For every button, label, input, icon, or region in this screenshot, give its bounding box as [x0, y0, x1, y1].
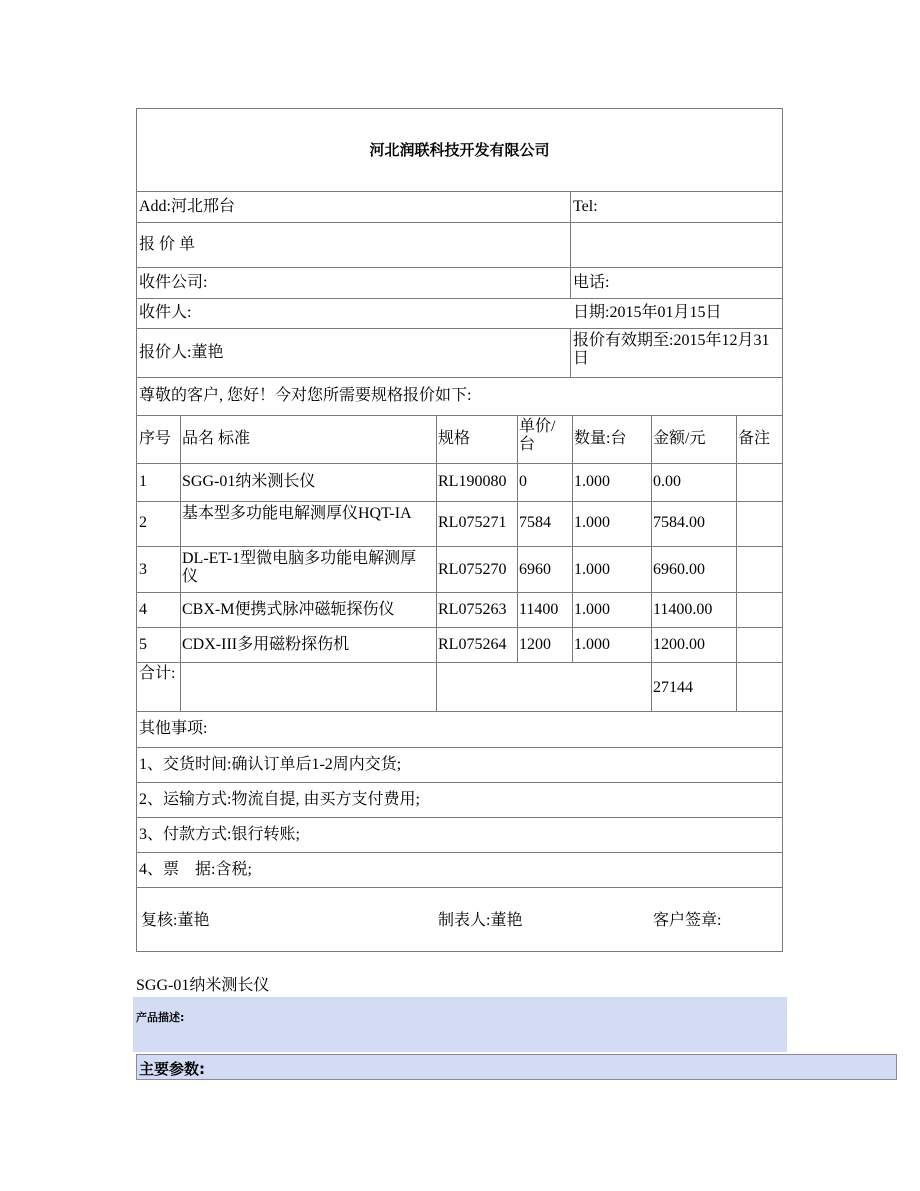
company-name: 河北润联科技开发有限公司 [369, 141, 550, 159]
col-header-price: 单价/台 [519, 418, 556, 453]
quote-date: 日期:2015年01月15日 [573, 304, 722, 321]
col-header-note: 备注 [738, 430, 771, 447]
table-row-2-price: 7584 [519, 514, 551, 531]
table-row-3-spec: RL075270 [438, 561, 507, 578]
company-address: Add:河北邢台 [139, 198, 236, 215]
table-row-2-spec: RL075271 [438, 514, 507, 531]
product-description-panel [133, 997, 787, 1052]
table-row-4-spec: RL075263 [438, 601, 507, 618]
product-name: SGG-01纳米测长仪 [136, 977, 270, 994]
table-row-3-qty: 1.000 [574, 561, 610, 578]
term-invoice: 4、票 据:含税; [139, 861, 252, 878]
quoter: 报价人:董艳 [139, 344, 224, 361]
term-payment: 3、付款方式:银行转账; [139, 826, 300, 843]
table-row-3-amount: 6960.00 [653, 561, 705, 578]
table-row-1-no: 1 [139, 473, 147, 490]
table-row-5-qty: 1.000 [574, 636, 610, 653]
total-amount: 27144 [653, 679, 693, 696]
col-header-no: 序号 [139, 430, 172, 447]
col-header-spec: 规格 [438, 430, 471, 447]
table-row-4-name: CBX-M便携式脉冲磁轭探伤仪 [182, 601, 395, 618]
customer-signature: 客户签章: [653, 912, 722, 929]
valid-until: 报价有效期至:2015年12月31日 [573, 332, 770, 367]
term-delivery: 1、交货时间:确认订单后1-2周内交货; [139, 756, 402, 773]
table-row-1-name: SGG-01纳米测长仪 [182, 473, 316, 490]
col-header-amount: 金额/元 [653, 430, 706, 447]
table-row-4-qty: 1.000 [574, 601, 610, 618]
table-row-5-price: 1200 [519, 636, 551, 653]
table-row-4-no: 4 [139, 601, 147, 618]
table-row-2-name: 基本型多功能电解测厚仪HQT-IA [182, 505, 412, 522]
table-row-5-name: CDX-III多用磁粉探伤机 [182, 636, 350, 653]
table-row-4-amount: 11400.00 [653, 601, 713, 618]
total-label: 合计: [139, 665, 176, 682]
table-row-2-qty: 1.000 [574, 514, 610, 531]
term-shipping: 2、运输方式:物流自提, 由买方支付费用; [139, 791, 420, 808]
table-row-3-no: 3 [139, 561, 147, 578]
table-row-5-amount: 1200.00 [653, 636, 705, 653]
company-tel: Tel: [573, 198, 598, 215]
table-row-1-price: 0 [519, 473, 527, 490]
table-row-2-amount: 7584.00 [653, 514, 705, 531]
col-header-qty: 数量:台 [574, 430, 627, 447]
greeting: 尊敬的客户, 您好！今对您所需要规格报价如下: [139, 387, 472, 404]
table-row-5-no: 5 [139, 636, 147, 653]
main-params-label: 主要参数: [139, 1060, 205, 1078]
table-row-3-price: 6960 [519, 561, 551, 578]
document-title: 报 价 单 [139, 236, 196, 253]
table-row-4-price: 11400 [519, 601, 559, 618]
table-row-1-amount: 0.00 [653, 473, 681, 490]
col-header-name: 品名 标准 [182, 430, 251, 447]
product-description-label: 产品描述: [136, 1011, 185, 1024]
table-row-1-qty: 1.000 [574, 473, 610, 490]
recipient-company-label: 收件公司: [139, 274, 208, 291]
table-row-5-spec: RL075264 [438, 636, 507, 653]
terms-heading: 其他事项: [139, 720, 208, 737]
recipient-label: 收件人: [139, 304, 192, 321]
quotation-table [136, 108, 783, 952]
main-params-panel [136, 1054, 897, 1080]
table-row-3-name: DL-ET-1型微电脑多功能电解测厚仪 [182, 550, 417, 585]
table-row-2-no: 2 [139, 514, 147, 531]
preparer-signature: 制表人:董艳 [438, 912, 523, 929]
table-row-1-spec: RL190080 [438, 473, 507, 490]
phone-label: 电话: [573, 274, 610, 291]
reviewer-signature: 复核:董艳 [141, 912, 210, 929]
